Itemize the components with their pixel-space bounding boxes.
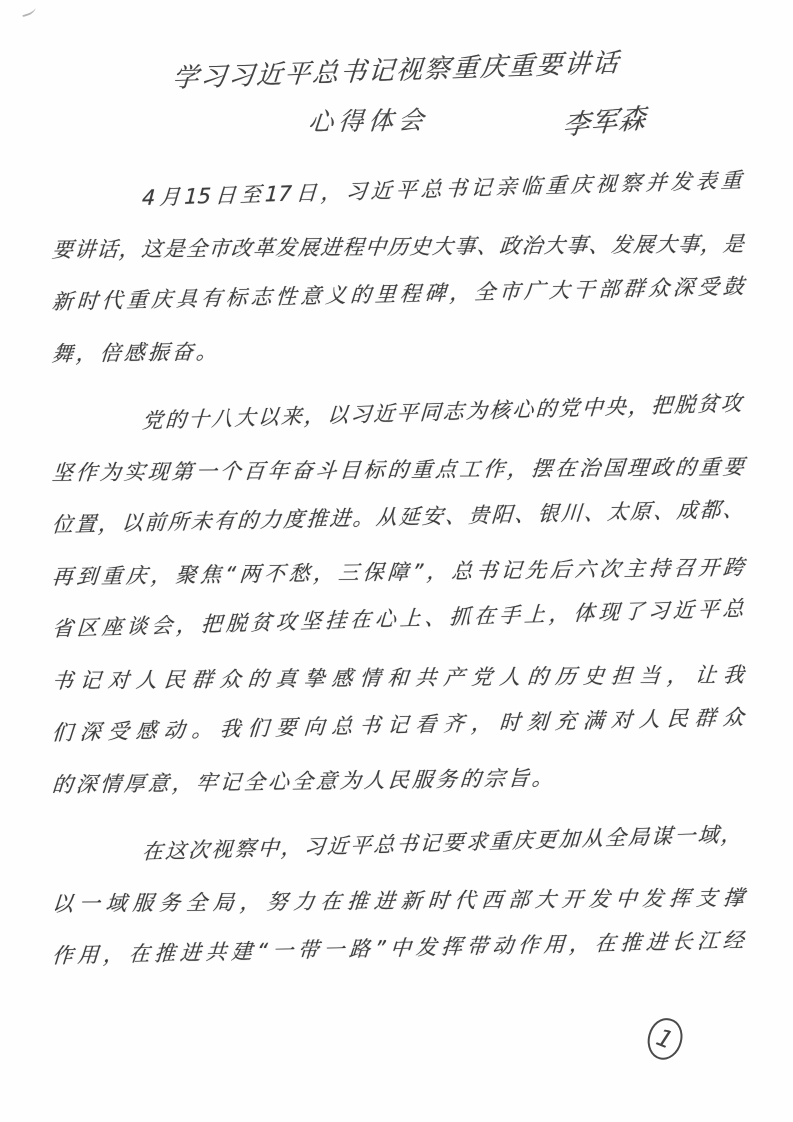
handwritten-line: 作用，在推进共建“一带一路”中发挥带动作用，在推进长江经 <box>51 928 745 969</box>
document-subtitle: 心得体会 <box>307 105 430 137</box>
handwritten-line: 以一域服务全局，努力在推进新时代西部大开发中发挥支撑 <box>51 885 745 917</box>
handwritten-line: 坚作为实现第一个百年奋斗目标的重点工作，摆在治国理政的重要 <box>51 454 745 486</box>
title-block <box>0 50 793 137</box>
document-body <box>51 168 752 982</box>
paragraph-2 <box>51 391 752 811</box>
handwritten-line: 在这次视察中，习近平总书记要求重庆更加从全局谋一域， <box>141 822 743 865</box>
handwritten-line: 书记对人民群众的真挚感情和共产党人的历史担当，让我 <box>51 662 745 694</box>
author-signature: 李军森 <box>561 103 648 142</box>
handwritten-line: 舞，倍感振奋。 <box>51 339 221 367</box>
handwritten-line: 要讲话，这是全市改革发展进程中历史大事、政治大事、发展大事，是 <box>51 231 745 263</box>
paragraph-3 <box>51 822 752 982</box>
handwritten-line: 们深受感动。我们要向总书记看齐，时刻充满对人民群众 <box>51 705 745 746</box>
handwritten-line: 省区座谈会，把脱贫攻坚挂在心上、抓在手上，体现了习近平总 <box>51 596 745 642</box>
handwritten-line: 新时代重庆具有标志性意义的里程碑，全市广大干部群众深受鼓 <box>51 274 745 315</box>
page-number-digit: 1 <box>652 1023 678 1055</box>
document-title: 学习习近平总书记视察重庆重要讲话 <box>171 48 622 94</box>
paragraph-1 <box>51 168 752 380</box>
page-number-circled <box>643 1015 686 1064</box>
handwritten-line: 党的十八大以来，以习近平同志为核心的党中央，把脱贫攻 <box>141 391 743 434</box>
handwritten-line: 再到重庆，聚焦“两不愁，三保障”，总书记先后六次主持召开跨 <box>51 555 745 590</box>
scan-corner-mark <box>22 4 36 18</box>
handwritten-line: 4月15日至17日，习近平总书记亲临重庆视察并发表重 <box>141 168 743 211</box>
handwritten-line: 的深情厚意，牢记全心全意为人民服务的宗旨。 <box>51 765 557 798</box>
handwritten-line: 位置，以前所未有的力度推进。从延安、贵阳、银川、太原、成都、 <box>51 497 745 538</box>
